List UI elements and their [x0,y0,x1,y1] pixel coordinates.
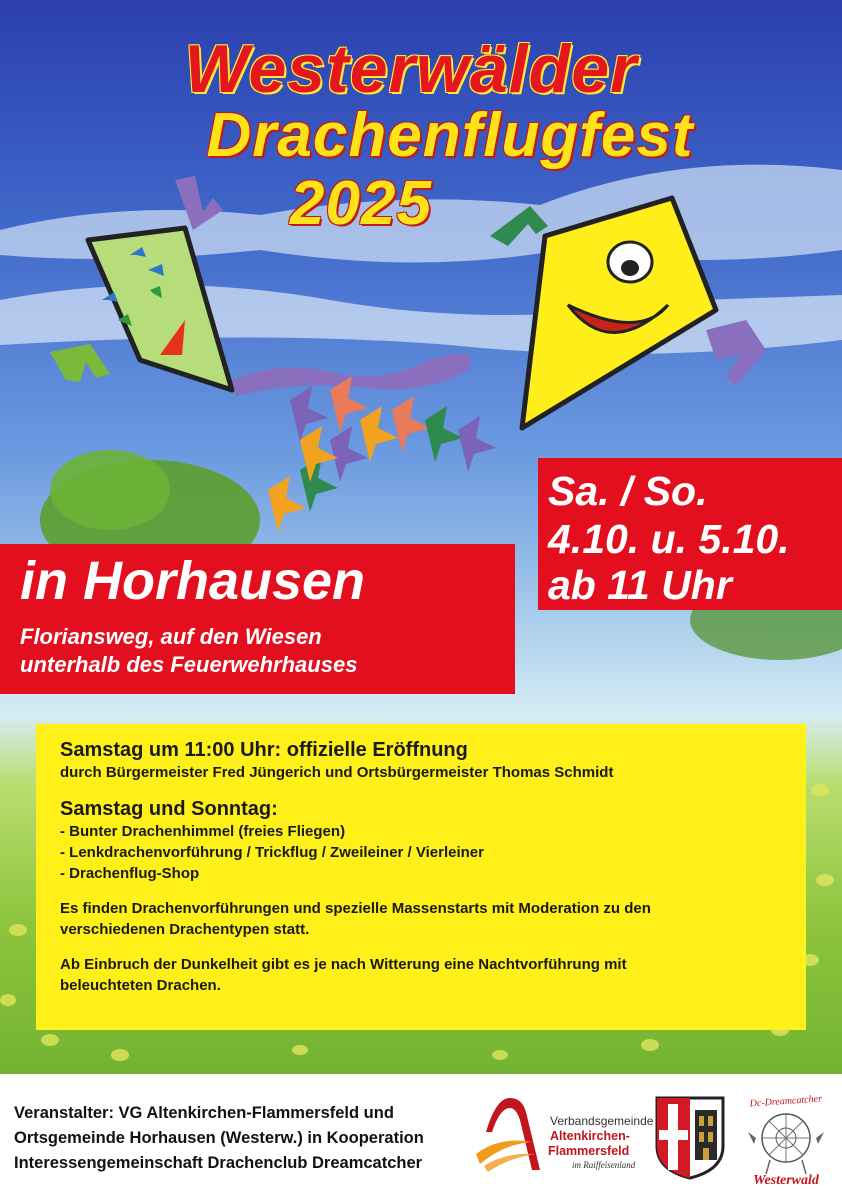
location-place: in Horhausen [20,551,366,611]
vg-logo-line-2: Altenkirchen- [550,1129,630,1143]
weekend-item: - Bunter Drachenhimmel (freies Fliegen) [60,823,346,840]
date-dates: 4.10. u. 5.10. [548,516,790,562]
dreamcatcher-logo-top: Dc-Dreamcatcher [749,1093,823,1110]
opening-heading: Samstag um 11:00 Uhr: offizielle Eröffnung [60,739,468,761]
title-line-2: Drachenflugfest [206,101,694,170]
vg-swoosh-icon [470,1092,550,1178]
title-year: 2025 [290,169,432,238]
location-line-2: unterhalb des Feuerwehrhauses [20,652,358,677]
date-box [538,458,842,610]
vg-altenkirchen-logo [470,1092,654,1178]
horhausen-coat-of-arms-icon [655,1096,725,1180]
dreamcatcher-icon [740,1088,832,1188]
kite-tail [268,376,496,532]
vg-logo-line-3: Flammersfeld [548,1144,630,1158]
date-days: Sa. / So. [548,468,708,514]
organizer-line-1: Veranstalter: VG Altenkirchen-Flammersfeld und [14,1104,394,1122]
weekend-heading: Samstag und Sonntag: [60,798,278,820]
location-box [0,544,515,694]
paragraph-1-line-2: verschiedenen Drachentypen statt. [60,921,310,938]
vg-logo-line-1: Verbandsgemeinde [550,1114,654,1128]
vg-logo-tagline: im Raiffeisenland [572,1160,636,1170]
dreamcatcher-club-logo [740,1088,832,1188]
paragraph-2-line-2: beleuchteten Drachen. [60,977,221,994]
weekend-item: - Drachenflug-Shop [60,865,200,882]
location-line-1: Floriansweg, auf den Wiesen [20,624,322,649]
paragraph-1-line-1: Es finden Drachenvorführungen und spezielle Massenstarts mit Moderation zu den [60,900,651,917]
organizer-line-3: Interessengemeinschaft Drachenclub Dreamcatcher [14,1154,423,1172]
opening-detail: durch Bürgermeister Fred Jüngerich und Ortsbürgermeister Thomas Schmidt [60,764,614,781]
title-line-1: Westerwälder [184,31,638,107]
organizer-line-2: Ortsgemeinde Horhausen (Westerw.) in Kooperation [14,1129,424,1147]
weekend-item: - Lenkdrachenvorführung / Trickflug / Zweileiner / Vierleiner [60,844,484,861]
footer [0,1074,842,1191]
date-time: ab 11 Uhr [548,562,732,608]
paragraph-2-line-1: Ab Einbruch der Dunkelheit gibt es je nach Witterung eine Nachtvorführung mit [60,956,627,973]
program-box [36,724,806,1030]
dreamcatcher-logo-bottom: Westerwald [753,1173,819,1188]
